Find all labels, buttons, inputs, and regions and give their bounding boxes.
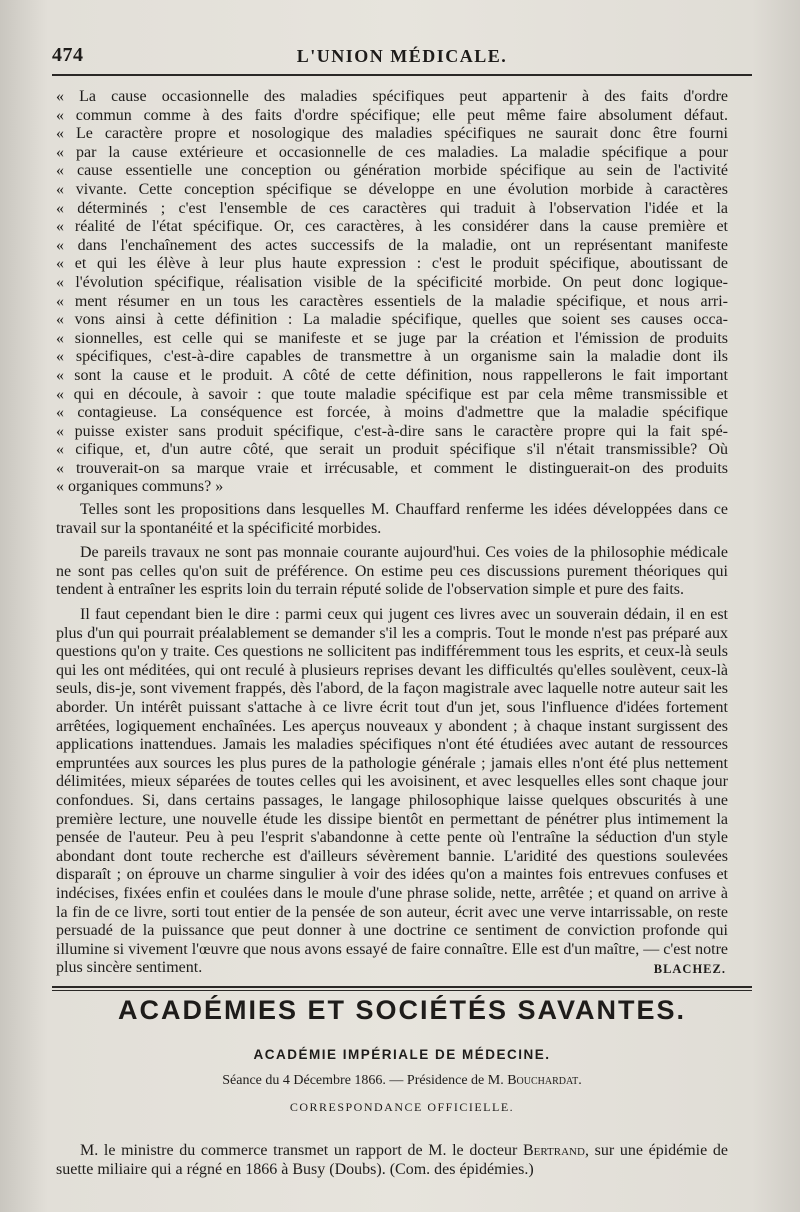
page-number: 474 <box>52 44 84 66</box>
section-title: ACADÉMIES ET SOCIÉTÉS SAVANTES. <box>117 995 687 1025</box>
quote-line: « cause essentielle une conception ou génération morbide spécifique au sein de l'activité <box>56 162 728 180</box>
session-president: Bouchardat <box>507 1073 579 1088</box>
quote-line: « et qui les élève à leur plus haute expression : c'est le produit spécifique, aboutissant de <box>56 255 728 273</box>
quote-line: « déterminés ; c'est l'ensemble de ces caractères qui traduit à l'observation l'idée et la <box>56 199 728 217</box>
paragraph-context: De pareils travaux ne sont pas monnaie courante aujourd'hui. Ces voies de la philosophie médicale ne sont pas celles qu'on suit de préférence. On estime peu ces discussions purement théoriques qui tendent à entraîner les esprits loin du terrain réputé solide de l'observation simple et pure des faits. <box>56 544 728 599</box>
article-body <box>56 88 728 984</box>
quote-line: « réalité de l'état spécifique. Or, ces caractères, à les considérer dans la cause première et <box>56 218 728 236</box>
session-suffix: . <box>578 1073 582 1088</box>
quote-line: « puisse exister sans produit spécifique, c'est-à-dire sans le caractère propre qui la fait spé- <box>56 422 728 440</box>
correspondence-paragraph <box>56 1142 728 1179</box>
header-rule <box>52 74 752 76</box>
paragraph-summary: Telles sont les propositions dans lesquelles M. Chauffard renferme les idées développées dans ce travail sur la spontanéité et la spécificité morbides. <box>56 501 728 537</box>
quote-line: « qui en découle, à savoir : que toute maladie spécifique est par cela même transmissible et <box>56 385 728 403</box>
quote-line: « trouverait-on sa marque vraie et irrécusable, et comment le distinguerait-on des produits <box>56 459 728 477</box>
page-header <box>52 44 752 68</box>
running-title: L'UNION MÉDICALE. <box>296 46 508 66</box>
quote-line: « vons ainsi à cette définition : La maladie spécifique, quelles que soient ses causes occa- <box>56 311 728 329</box>
correspondence-doctor-name: Bertrand <box>522 1142 585 1159</box>
quote-line: « Le caractère propre et nosologique des maladies spécifiques ne saurait donc être fourni <box>56 125 728 143</box>
quote-line: « organiques communs? » <box>56 478 224 496</box>
quote-line: « spécifiques, c'est-à-dire capables de transmettre à un organisme sain la maladie dont ils <box>56 348 728 366</box>
quote-line: « vivante. Cette conception spécifique se développe en une évolution morbide à caractères <box>56 180 728 198</box>
quote-line: « par la cause extérieure et occasionnelle de ces maladies. La maladie spécifique a pour <box>56 143 728 161</box>
correspondence-heading: CORRESPONDANCE OFFICIELLE. <box>289 1100 515 1114</box>
quote-line: « ment résumer en un tous les caractères essentiels de la maladie spécifique, et nous arri- <box>56 292 728 310</box>
quote-line: « La cause occasionnelle des maladies spécifiques peut appartenir à des faits d'ordre <box>56 88 728 105</box>
paragraph-review: Il faut cependant bien le dire : parmi ceux qui jugent ces livres avec un souverain dédain, il en est plus d'un qui pourrait préalablement se demander s'il les a compris. Tout le monde n'est pas préparé aux questions qu'on y traite. Ces questions ne sollicitent pas indifféremment tous les esprits, et ceux-là seuls qui les ont méditées, qui ont reculé à plusieurs reprises devant les difficultés qu'elles soulèvent, ceux-là seuls, dis-je, sont vivement frappés, dès l'abord, de la façon magistrale avec laquelle notre auteur sait les aborder. Un intérêt puissant s'attache à ce livre écrit tout d'un jet, sous l'influence d'idées fortement arrêtées, logiquement enchaînées. Les aperçus nouveaux y abondent ; à chaque instant surgissent des applications inattendues. Jamais les maladies spécifiques n'ont été étudiées avec autant de ressources empruntées aux sources les plus pures de la pathologie générale ; jamais elles n'ont été plus nettement délimitées, mieux séparées de toutes celles qui les avoisinent, et avec lesquelles elles sont chaque jour confondues. Si, dans certains passages, le langage philosophique laisse quelques obscurités à une première lecture, une nouvelle étude les dissipe bientôt en permettant de pénétrer plus intimement la pensée de l'auteur. Peu à peu l'esprit s'abandonne à cette pente où l'entraîne la séduction d'un style abondant dont toute recherche est d'ailleurs sévèrement bannie. L'aridité des questions soulevées disparaît ; on éprouve un charme singulier à voir des idées qu'on a maintes fois entrevues confuses et indécises, fixées enfin et coulées dans le moule d'une phrase solide, nette, arrêtée ; et quand on arrive à la fin de ce livre, sorti tout entier de la pensée de son auteur, écrit avec une verve intarrissable, on reste persuadé de la puissance que peut donner à une doctrine ce sentiment de conviction profonde qui illumine si vivement l'œuvre que nous avons essayé de faire connaître. Elle est d'un maître, — c'est notre plus sincère sentiment. <box>56 606 728 977</box>
session-line <box>52 1073 752 1089</box>
section-rule-lower <box>52 990 752 991</box>
quote-line: « cifique, et, d'un autre côté, que serait un produit spécifique s'il n'était transmissible? Où <box>56 441 728 459</box>
quote-line: « sont la cause et le produit. A côté de cette définition, nous rappellerons le fait important <box>56 366 728 384</box>
quote-line: « dans l'enchaînement des actes successifs de la maladie, ont un représentant manifeste <box>56 236 728 254</box>
quote-line: « contagieuse. La conséquence est forcée, à moins d'admettre que la maladie spécifique <box>56 404 728 422</box>
quote-line: « sionnelles, est celle qui se manifeste et se juge par la création et l'émission de produits <box>56 329 728 347</box>
quote-line: « l'évolution spécifique, réalisation visible de la spécificité morbide. On peut donc logique- <box>56 273 728 291</box>
correspondence-text-start: M. le ministre du commerce transmet un rapport de M. le docteur <box>80 1142 523 1159</box>
quote-line: « commun comme à des faits d'ordre spécifique; elle peut même faire absolument défaut. <box>56 106 728 124</box>
academy-heading: ACADÉMIE IMPÉRIALE DE MÉDECINE. <box>253 1047 551 1062</box>
correspondence-text-end: , sur une épidémie de suette miliaire qui a régné en 1866 à Busy (Doubs). (Com. des épidémies.) <box>56 1142 728 1178</box>
section-rule-upper <box>52 986 752 988</box>
quoted-passage <box>56 88 728 497</box>
author-signature: BLACHEZ. <box>653 962 726 976</box>
session-date: Séance du 4 Décembre 1866. — Présidence de M. <box>222 1073 508 1088</box>
